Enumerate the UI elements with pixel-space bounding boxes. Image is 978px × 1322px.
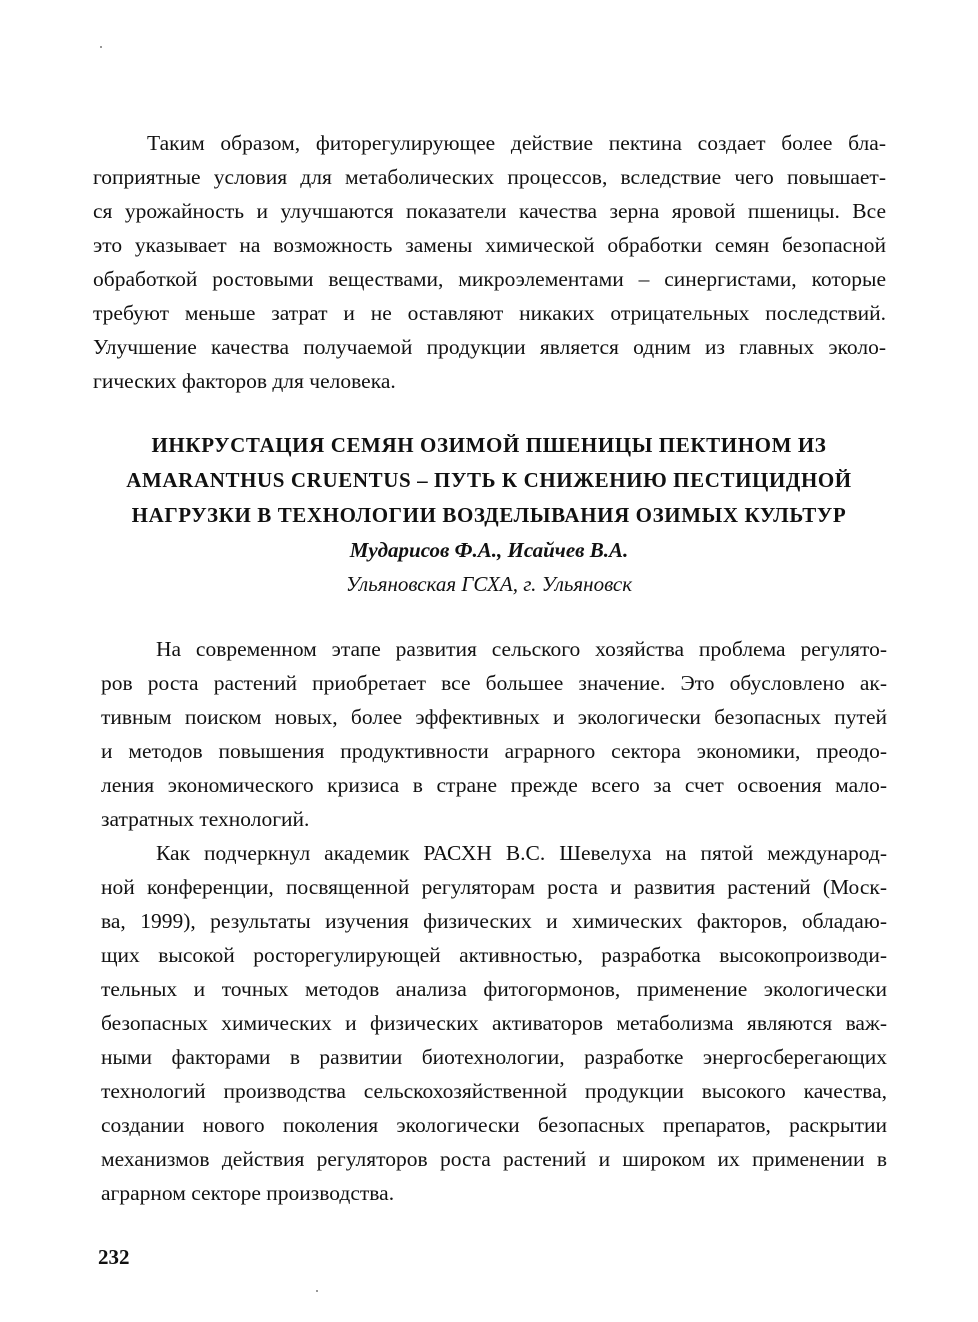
text-line: и методов повышения продуктивности аграрного сектора экономики, преодо- (101, 739, 887, 763)
text-line: ными факторами в развитии биотехнологии, разработке энергосберегающих (101, 1045, 887, 1069)
article-authors: Мударисов Ф.А., Исайчев В.А. (349, 538, 629, 562)
text-line: ления экономического кризиса в стране прежде всего за счет освоения мало- (101, 773, 887, 797)
page-number: 232 (98, 1245, 130, 1269)
article-title-line: ИНКРУСТАЦИЯ СЕМЯН ОЗИМОЙ ПШЕНИЦЫ ПЕКТИНОМ ИЗ (151, 433, 827, 457)
text-line: На современном этапе развития сельского хозяйства проблема регулято- (156, 637, 887, 661)
text-line: механизмов действия регуляторов роста растений и широком их применении в (101, 1147, 887, 1171)
text-line: аграрном секторе производства. (101, 1181, 395, 1205)
text-line: обработкой ростовыми веществами, микроэлементами – синергистами, которые (93, 267, 886, 291)
text-line: ров роста растений приобретает все большее значение. Это обусловлено ак- (101, 671, 887, 695)
text-line: затратных технологий. (101, 807, 310, 831)
text-line: гических факторов для человека. (93, 369, 396, 393)
article-title-line: AMARANTHUS CRUENTUS – ПУТЬ К СНИЖЕНИЮ ПЕСТИЦИДНОЙ (126, 468, 852, 492)
scan-speck (100, 46, 102, 48)
text-line: Улучшение качества получаемой продукции является одним из главных эколо- (93, 335, 886, 359)
text-line: Как подчеркнул академик РАСХН В.С. Шевелуха на пятой международ- (156, 841, 887, 865)
text-line: ной конференции, посвященной регуляторам роста и развития растений (Моск- (101, 875, 887, 899)
article-title-line: НАГРУЗКИ В ТЕХНОЛОГИИ ВОЗДЕЛЫВАНИЯ ОЗИМЫХ КУЛЬТУР (131, 503, 847, 527)
text-line: технологий производства сельскохозяйственной продукции высокого качества, (101, 1079, 887, 1103)
text-line: щих высокой росторегулирующей активностью, разработка высокопроизводи- (101, 943, 887, 967)
text-line: Таким образом, фиторегулирующее действие пектина создает более бла- (147, 131, 886, 155)
text-line: гоприятные условия для метаболических процессов, вследствие чего повышает- (93, 165, 886, 189)
text-line: создании нового поколения экологически безопасных препаратов, раскрытии (101, 1113, 887, 1137)
text-line: тивным поиском новых, более эффективных и экологически безопасных путей (101, 705, 887, 729)
article-affiliation: Ульяновская ГСХА, г. Ульяновск (345, 572, 633, 596)
text-line: ся урожайность и улучшаются показатели качества зерна яровой пшеницы. Все (93, 199, 886, 223)
scan-speck (316, 1290, 318, 1292)
text-line: тельных и точных методов анализа фитогормонов, применение экологически (101, 977, 887, 1001)
text-line: безопасных химических и физических активаторов метаболизма являются важ- (101, 1011, 887, 1035)
text-line: ва, 1999), результаты изучения физических и химических факторов, обладаю- (101, 909, 887, 933)
text-line: требуют меньше затрат и не оставляют никаких отрицательных последствий. (93, 301, 886, 325)
text-line: это указывает на возможность замены химической обработки семян безопасной (93, 233, 886, 257)
